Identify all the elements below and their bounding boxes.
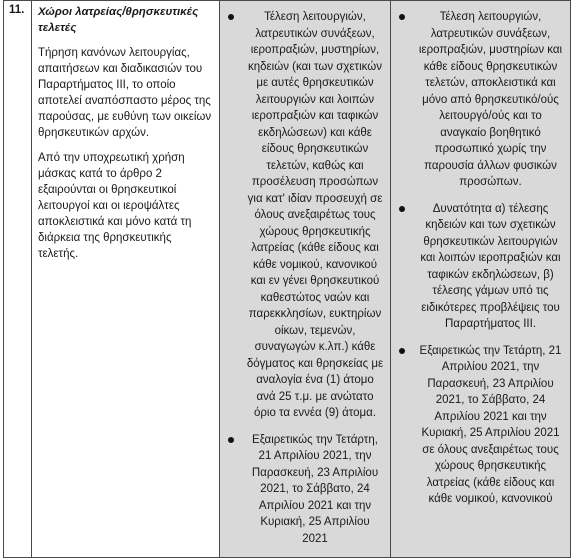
description-paragraph: Τήρηση κανόνων λειτουργίας, απαιτήσεων και διαδικασιών του Παραρτήματος ΙΙΙ, το οποίο αποτελεί αναπόσπαστο μέρος της παρούσας, με ευθύνη των οικείων θρησκευτικών αρχών. xyxy=(38,47,212,139)
right-bullet-list xyxy=(391,1,570,508)
row-number: 11. xyxy=(9,4,25,16)
bullet-icon xyxy=(399,206,405,212)
bullet-icon xyxy=(228,14,234,20)
row-title: Χώροι λατρείας/θρησκευτικές τελετές xyxy=(38,6,199,34)
row-number-cell xyxy=(4,1,32,558)
list-item xyxy=(220,9,384,422)
right-measures-cell xyxy=(391,1,571,558)
bullet-text: Δυνατότητα α) τέλεσης κηδειών και των σχετικών θρησκευτικών λειτουργιών και λοιπών ιεροπραξιών και ταφικών εκδηλώσεων, β) τέλεσης γάμων υπό τις ειδικότερες προβλέψεις του Παραρτήματος ΙΙΙ. xyxy=(420,202,561,330)
bullet-text: Τέλεση λειτουργιών, λατρευτικών συνάξεων, ιεροπραξιών, μυστηρίων, κηδειών (και των σχετικών με αυτές θρησκευτικών λειτουργιών και λοιπών ιεροπραξιών και ταφικών εκδηλώσεων) και κάθε είδους θρησκευτικών τελετών, καθώς και προσέλευση προσώπων για κατ' ιδίαν προσευχή σε όλους ανεξαιρέτως τους χώρους θρησκευτικής λατρείας (κάθε είδους και κάθε νομικού, κανονικού και εν γένει θρησκευτικού καθεστώτος ναών και παρεκκλησίων, ευκτηρίων οίκων, τεμενών, συναγωγών κ.λπ.) κάθε δόγματος και θρησκείας με αναλογία ένα (1) άτομο ανά 25 τ.μ. με ανώτατο όριο τα εννέα (9) άτομα. xyxy=(246,11,384,419)
bullet-text: Τέλεση λειτουργιών, λατρευτικών συνάξεων, ιεροπραξιών, μυστηρίων και κάθε είδους θρησκευτικών τελετών, αποκλειστικά και μόνο από θρησκευτικό/ούς λειτουργό/ούς και το αναγκαίο βοηθητικό προσωπικό χωρίς την παρουσία άλλων φυσικών προσώπων. xyxy=(418,11,563,188)
description-paragraph: Από την υποχρεωτική χρήση μάσκας κατά το άρθρο 2 εξαιρούνται οι θρησκευτικοί λειτουργοί και οι ιεροψάλτες αποκλειστικά και μόνο κατά τη διάρκεια της θρησκευτικής τελετής. xyxy=(38,152,192,260)
measures-table xyxy=(3,0,571,558)
list-item xyxy=(391,201,564,333)
table-row xyxy=(4,1,571,558)
bullet-icon xyxy=(399,14,405,20)
list-item xyxy=(220,432,384,548)
list-item xyxy=(391,343,564,508)
bullet-icon xyxy=(228,437,234,443)
bullet-text: Εξαιρετικώς την Τετάρτη, 21 Απριλίου 2021, την Παρασκευή, 23 Απριλίου 2021, το Σάββατο, 24 Απριλίου 2021 και την Κυριακή, 25 Απριλίου 2021 xyxy=(251,433,379,545)
list-item xyxy=(391,9,564,191)
description-cell xyxy=(32,1,220,558)
middle-measures-cell xyxy=(220,1,391,558)
middle-bullet-list xyxy=(220,1,390,547)
bullet-text: Εξαιρετικώς την Τετάρτη, 21 Απριλίου 2021, την Παρασκευή, 23 Απριλίου 2021, το Σάββατο, 24 Απριλίου 2021 και την Κυριακή, 25 Απριλίου 2021 σε όλους ανεξαιρέτως τους χώρους θρησκευτικής λατρείας (κάθε είδους και κάθε νομικού, κανονικού xyxy=(419,344,562,505)
bullet-icon xyxy=(399,348,405,354)
